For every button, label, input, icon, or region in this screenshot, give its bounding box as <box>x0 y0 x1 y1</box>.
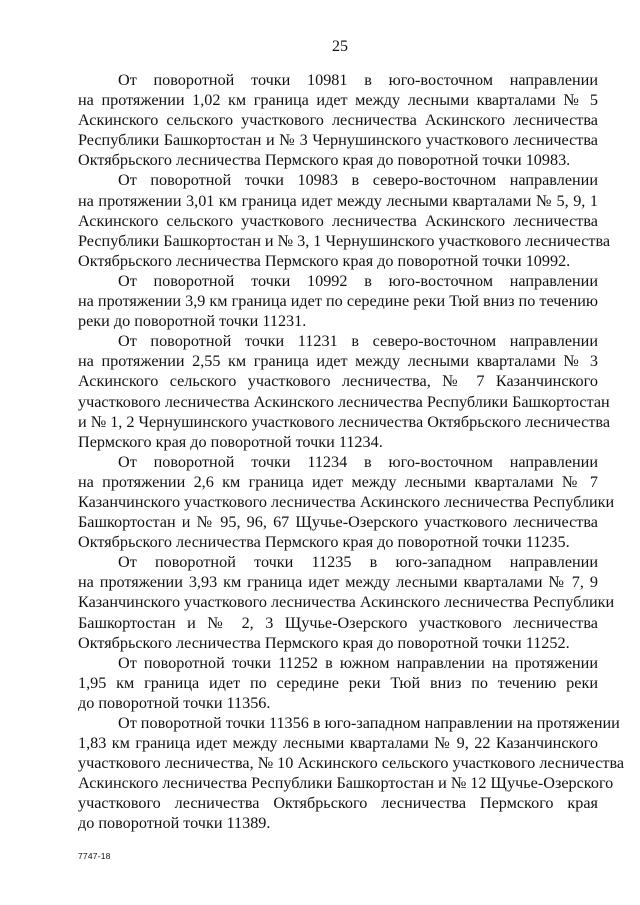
paragraph-line: Октябрьского лесничества Пермского края до поворотной точки 11252. <box>78 633 570 652</box>
paragraph <box>78 170 611 270</box>
paragraph-line: на протяжении 2,6 км граница идет между лесными кварталами № 7 <box>78 472 598 491</box>
paragraph <box>78 70 598 170</box>
paragraph-line: Октябрьского лесничества Пермского края до поворотной точки 10992. <box>78 251 571 270</box>
paragraph-line: От поворотной точки 10983 в северо-восточном направлении <box>118 171 598 190</box>
paragraph-line: От поворотной точки 10992 в юго-восточном направлении <box>118 271 598 290</box>
paragraph-line: От поворотной точки 10981 в юго-восточном направлении <box>118 71 598 89</box>
paragraph-line: на протяжении 1,02 км граница идет между лесными кварталами № 5 <box>78 91 598 110</box>
document-body <box>78 70 625 834</box>
paragraph-line: От поворотной точки 11231 в северо-восточном направлении <box>118 332 598 351</box>
paragraph <box>78 552 615 652</box>
paragraph-line: до поворотной точки 11389. <box>78 814 271 833</box>
paragraph <box>78 331 611 452</box>
paragraph <box>78 271 598 331</box>
paragraph-line: Аскинского сельского участкового лесничества, № 7 Казанчинского <box>78 372 598 391</box>
paragraph-line: Казанчинского участкового лесничества Аскинского лесничества Республики <box>78 492 615 511</box>
paragraph-line: участкового лесничества, № 10 Аскинского сельского участкового лесничества <box>78 754 625 773</box>
paragraph-line: Республики Башкортостан и № 3 Чернушинского участкового лесничества <box>78 131 598 150</box>
document-code: 7747-18 <box>78 851 111 861</box>
paragraph-line: Октябрьского лесничества Пермского края до поворотной точки 10983. <box>78 151 571 170</box>
paragraph-line: Аскинского сельского участкового лесничества Аскинского лесничества <box>78 111 598 130</box>
paragraph-line: на протяжении 3,01 км граница идет между лесными кварталами № 5, 9, 1 <box>78 191 598 210</box>
paragraph-line: От поворотной точки 11252 в южном направлении на протяжении <box>118 653 598 672</box>
paragraph-line: Пермского края до поворотной точки 11234. <box>78 432 383 451</box>
paragraph-line: Башкортостан и № 2, 3 Щучье-Озерского участкового лесничества <box>78 613 598 632</box>
paragraph-line: От поворотной точки 11234 в юго-восточном направлении <box>118 452 598 471</box>
paragraph-line: участкового лесничества Аскинского лесничества Республики Башкортостан <box>78 392 610 411</box>
paragraph-line: и № 1, 2 Чернушинского участкового лесничества Октябрьского лесничества <box>78 412 611 431</box>
paragraph-line: Башкортостан и № 95, 96, 67 Щучье-Озерского участкового лесничества <box>78 513 598 532</box>
paragraph-line: Казанчинского участкового лесничества Аскинского лесничества Республики <box>78 593 615 612</box>
page-number: 25 <box>332 38 348 55</box>
paragraph <box>78 713 625 834</box>
paragraph-line: Октябрьского лесничества Пермского края до поворотной точки 11235. <box>78 533 570 552</box>
paragraph-line: Аскинского лесничества Республики Башкортостан и № 12 Щучье-Озерского <box>78 774 614 793</box>
paragraph-line: От поворотной точки 11356 в юго-западном направлении на протяжении <box>118 714 620 732</box>
paragraph-line: 1,95 км граница идет по середине реки Тюй вниз по течению реки <box>78 673 598 692</box>
paragraph <box>78 653 598 713</box>
paragraph-line: на протяжении 3,93 км граница идет между лесными кварталами № 7, 9 <box>78 573 598 592</box>
paragraph-line: реки до поворотной точки 11231. <box>78 312 307 331</box>
paragraph-line: От поворотной точки 11235 в юго-западном направлении <box>118 553 598 572</box>
paragraph-line: 1,83 км граница идет между лесными кварталами № 9, 22 Казанчинского <box>78 734 598 753</box>
paragraph-line: на протяжении 2,55 км граница идет между лесными кварталами № 3 <box>78 352 598 371</box>
paragraph-line: участкового лесничества Октябрьского лесничества Пермского края <box>78 794 598 813</box>
paragraph-line: Аскинского сельского участкового лесничества Аскинского лесничества <box>78 211 598 230</box>
paragraph-line: на протяжении 3,9 км граница идет по середине реки Тюй вниз по течению <box>78 292 598 311</box>
paragraph-line: до поворотной точки 11356. <box>78 693 271 712</box>
paragraph-line: Республики Башкортостан и № 3, 1 Чернушинского участкового лесничества <box>78 231 611 250</box>
paragraph <box>78 452 615 552</box>
